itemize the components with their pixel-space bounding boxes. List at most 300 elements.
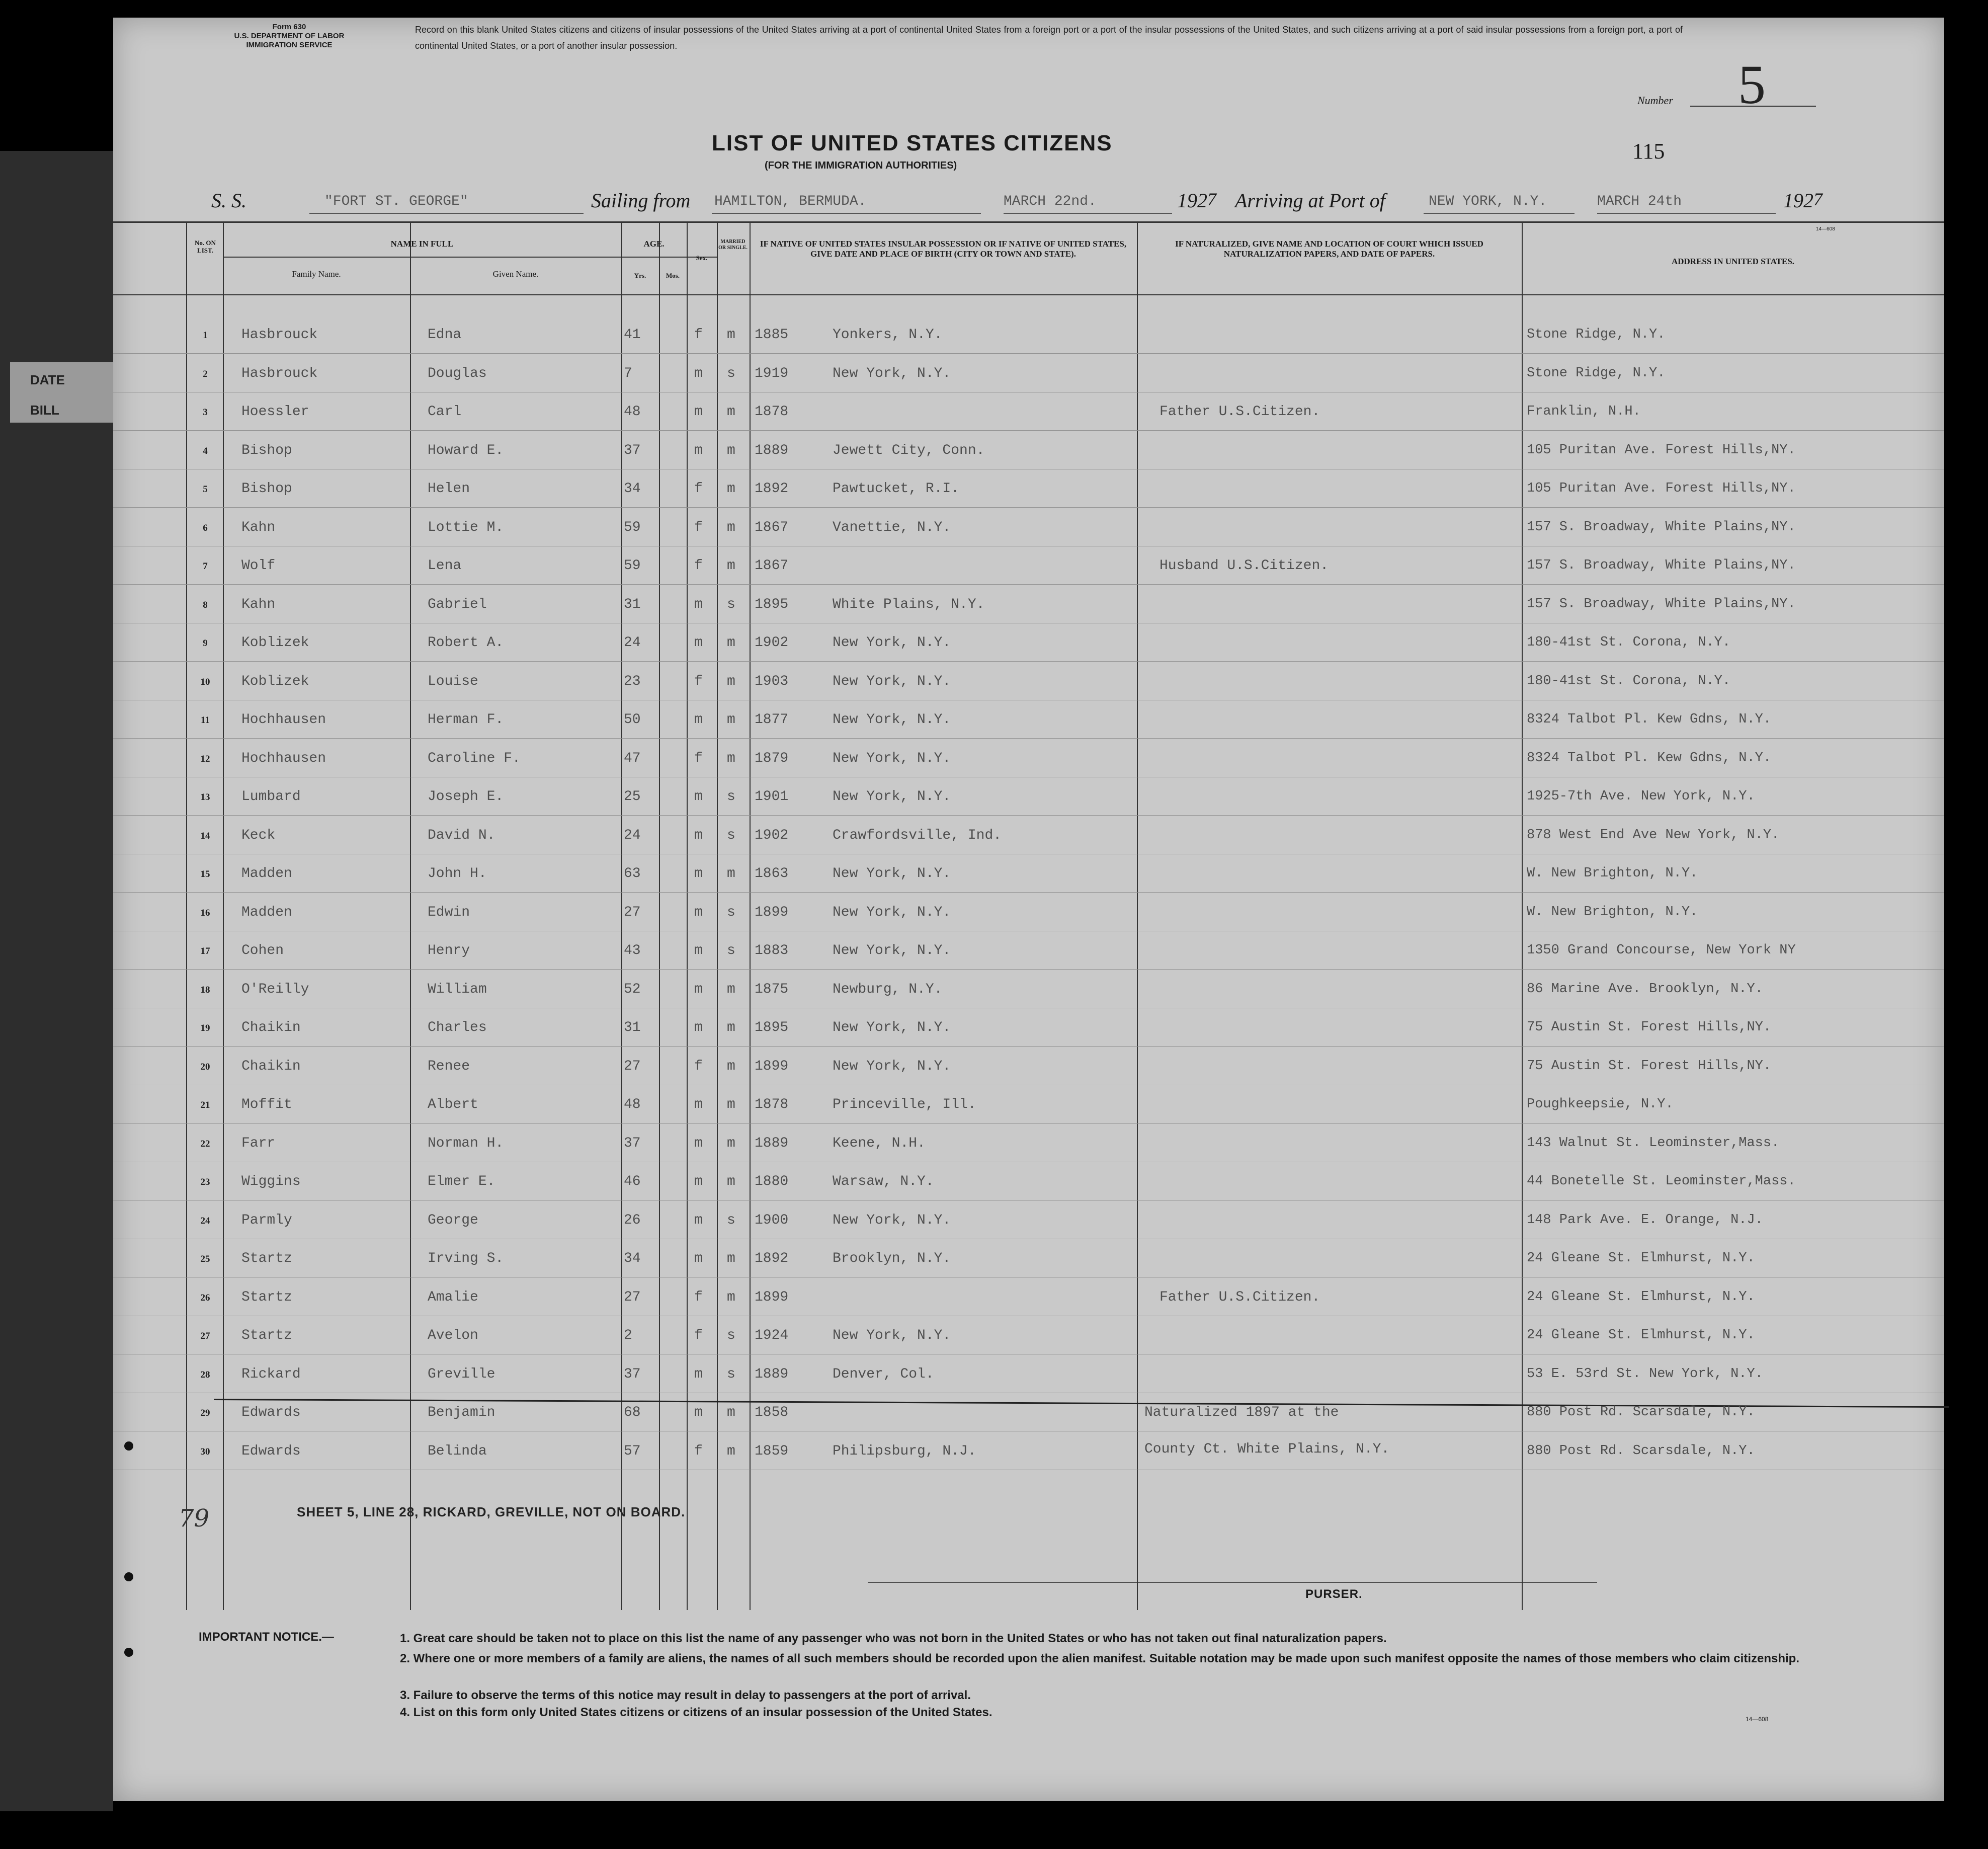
birth-year: 1879 [755,750,789,766]
row-number: 6 [203,522,208,533]
row-rule [113,584,1944,585]
birth-place: White Plains, N.Y. [833,596,985,612]
given-name: Herman F. [428,712,504,728]
age-years: 50 [624,712,641,728]
row-number: 26 [200,1292,210,1303]
family-name: Chaikin [241,1020,301,1035]
given-name: Joseph E. [428,789,504,805]
col-header-sex: Sex. [696,254,708,262]
address: 105 Puritan Ave. Forest Hills,NY. [1527,481,1796,496]
age-years: 27 [624,1058,641,1074]
given-name: Carl [428,404,462,420]
birth-place: Keene, N.H. [833,1135,926,1151]
birth-year: 1899 [755,904,789,920]
marital-status: m [727,1020,735,1035]
family-name: Bishop [241,481,292,497]
given-name: Edwin [428,904,470,920]
row-rule [113,507,1944,508]
birth-place: New York, N.Y. [833,1020,951,1035]
family-name: O'Reilly [241,981,309,997]
address: 8324 Talbot Pl. Kew Gdns, N.Y. [1527,750,1772,766]
row-rule [113,969,1944,970]
notice-item-4: 4. List on this form only United States citizens or citizens of an insular possession of the United States. [400,1706,992,1719]
family-name: Koblizek [241,635,309,651]
birth-place: Warsaw, N.Y. [833,1174,934,1189]
address: 24 Gleane St. Elmhurst, N.Y. [1527,1289,1755,1305]
given-name: Lottie M. [428,519,504,535]
birth-year: 1885 [755,327,789,343]
given-name: George [428,1212,478,1228]
row-number: 11 [201,715,210,726]
naturalization: Father U.S.Citizen. [1159,1289,1320,1305]
sex: m [694,1405,703,1420]
col-header-birth: IF NATIVE OF UNITED STATES INSULAR POSSESSION OR IF NATIVE OF UNITED STATES, GIVE DATE AND PLACE OF BIRTH (CITY OR TOWN AND STATE). [760,239,1127,259]
ship-name: "FORT ST. GEORGE" [324,194,468,209]
sex: m [694,365,703,381]
address: 44 Bonetelle St. Leominster,Mass. [1527,1174,1796,1189]
birth-place: Brooklyn, N.Y. [833,1251,951,1266]
sex: f [694,750,703,766]
given-name: Louise [428,673,478,689]
sheet-note: SHEET 5, LINE 28, RICKARD, GREVILLE, NOT ON BOARD. [297,1504,686,1519]
birth-year: 1859 [755,1443,789,1459]
page-title: LIST OF UNITED STATES CITIZENS [712,131,1113,155]
birth-place: New York, N.Y. [833,789,951,805]
address: 105 Puritan Ave. Forest Hills,NY. [1527,442,1796,458]
margin-number: 79 [179,1504,210,1533]
age-years: 37 [624,1366,641,1382]
sex: f [694,1289,703,1305]
sex: m [694,866,703,881]
sex: f [694,1058,703,1074]
sex: f [694,481,703,497]
given-name: Charles [428,1020,487,1035]
birth-year: 1901 [755,789,789,805]
birth-year: 1899 [755,1289,789,1305]
print-code: 14—608 [1746,1716,1769,1723]
age-years: 48 [624,404,641,420]
marital-status: m [727,519,735,535]
sailing-underline [712,213,981,214]
age-years: 41 [624,327,641,343]
given-name: Avelon [428,1328,478,1343]
birth-year: 1878 [755,404,789,420]
family-name: Startz [241,1251,292,1266]
age-years: 43 [624,943,641,958]
marital-status: s [727,596,735,612]
address: 8324 Talbot Pl. Kew Gdns, N.Y. [1527,712,1772,727]
age-years: 37 [624,442,641,458]
row-number: 12 [200,753,210,764]
birth-year: 1895 [755,1020,789,1035]
address: 53 E. 53rd St. New York, N.Y. [1527,1366,1763,1382]
age-years: 46 [624,1174,641,1189]
strip-label-bill: BILL [30,403,59,418]
family-name: Hasbrouck [241,327,318,343]
header-bottom-line [113,294,1944,295]
row-number: 9 [203,638,208,649]
marital-status: m [727,1097,735,1112]
arriving-date: MARCH 24th [1597,194,1682,209]
sex: m [694,1366,703,1382]
notice-item-1: 1. Great care should be taken not to place on this list the name of any passenger who was not born in the United States or who has not taken out final naturalization papers. [400,1632,1387,1645]
given-name: Douglas [428,365,487,381]
purser-line [868,1582,1597,1583]
birth-place: New York, N.Y. [833,635,951,651]
address: Stone Ridge, N.Y. [1527,365,1666,381]
marital-status: m [727,750,735,766]
birth-place: Princeville, Ill. [833,1097,976,1112]
naturalization: Husband U.S.Citizen. [1159,558,1329,574]
birth-year: 1877 [755,712,789,728]
address: 143 Walnut St. Leominster,Mass. [1527,1135,1780,1151]
row-number: 13 [200,792,210,802]
given-name: Amalie [428,1289,478,1305]
address: W. New Brighton, N.Y. [1527,866,1698,881]
address: W. New Brighton, N.Y. [1527,904,1698,920]
naturalization-note-line2: County Ct. White Plains, N.Y. [1144,1441,1390,1457]
age-years: 24 [624,827,641,843]
birth-place: Jewett City, Conn. [833,442,985,458]
sex: m [694,1251,703,1266]
marital-status: s [727,789,735,805]
birth-year: 1919 [755,365,789,381]
sailing-date-underline [1004,213,1172,214]
arriving-year: 192 [1783,189,1813,212]
birth-place: Denver, Col. [833,1366,934,1382]
family-name: Chaikin [241,1058,301,1074]
marital-status: m [727,866,735,881]
row-number: 27 [200,1331,210,1341]
family-name: Kahn [241,519,276,535]
row-number: 10 [200,676,210,687]
row-number: 16 [200,907,210,918]
birth-year: 1889 [755,1366,789,1382]
sailing-year-digit: 7 [1207,189,1216,209]
col-header-married: MARRIED OR SINGLE. [718,239,748,251]
row-number: 28 [200,1369,210,1380]
address: 24 Gleane St. Elmhurst, N.Y. [1527,1251,1755,1266]
birth-place: New York, N.Y. [833,904,951,920]
family-name: Edwards [241,1443,301,1459]
age-years: 37 [624,1135,641,1151]
row-number: 30 [200,1446,210,1457]
given-name: Edna [428,327,462,343]
col-divider [1137,221,1138,1610]
row-number: 2 [203,368,208,379]
marital-status: m [727,1174,735,1189]
age-years: 52 [624,981,641,997]
marital-status: m [727,1251,735,1266]
sex: m [694,904,703,920]
row-number: 25 [200,1254,210,1264]
marital-status: m [727,1443,735,1459]
family-name: Koblizek [241,673,309,689]
birth-place: New York, N.Y. [833,866,951,881]
marital-status: m [727,635,735,651]
age-years: 68 [624,1405,641,1420]
address: 878 West End Ave New York, N.Y. [1527,827,1780,843]
birth-year: 1900 [755,1212,789,1228]
given-name: Howard E. [428,442,504,458]
marital-status: s [727,1366,735,1382]
marital-status: m [727,1405,735,1420]
col-header-mos: Mos. [666,272,680,279]
birth-year: 1883 [755,943,789,958]
sex: f [694,327,703,343]
col-divider [223,221,224,1610]
page-number: 115 [1632,139,1665,164]
given-name: Greville [428,1366,495,1382]
row-number: 22 [200,1138,210,1149]
family-name: Startz [241,1289,292,1305]
age-years: 2 [624,1328,632,1343]
row-rule [113,353,1944,354]
sex: m [694,1212,703,1228]
age-years: 63 [624,866,641,881]
age-years: 48 [624,1097,641,1112]
marital-status: m [727,673,735,689]
given-name: Robert A. [428,635,504,651]
marital-status: m [727,1058,735,1074]
subheader-line [223,257,717,258]
family-name: Hoessler [241,404,309,420]
birth-year: 1878 [755,1097,789,1112]
punch-hole [124,1648,133,1657]
given-name: Helen [428,481,470,497]
birth-year: 1875 [755,981,789,997]
birth-year: 1867 [755,558,789,574]
family-name: Lumbard [241,789,301,805]
family-name: Moffit [241,1097,292,1112]
row-rule [113,738,1944,739]
age-years: 59 [624,558,641,574]
birth-year: 1889 [755,1135,789,1151]
arrive-date-underline [1597,213,1776,214]
col-header-age: AGE. [643,239,665,249]
sex: f [694,673,703,689]
age-years: 25 [624,789,641,805]
family-name: Hochhausen [241,712,326,728]
number-label: Number [1637,94,1673,107]
birth-place: Yonkers, N.Y. [833,327,943,343]
address: 157 S. Broadway, White Plains,NY. [1527,558,1796,573]
birth-year: 1880 [755,1174,789,1189]
row-number: 1 [203,330,208,341]
birth-year: 1889 [755,442,789,458]
family-name: Cohen [241,943,284,958]
marital-status: m [727,481,735,497]
address: 86 Marine Ave. Brooklyn, N.Y. [1527,981,1763,997]
birth-year: 1903 [755,673,789,689]
marital-status: s [727,1212,735,1228]
family-name: Hochhausen [241,750,326,766]
given-name: William [428,981,487,997]
birth-place: Vanettie, N.Y. [833,519,951,535]
sex: m [694,943,703,958]
row-number: 5 [203,484,208,495]
row-number: 21 [200,1100,210,1110]
birth-place: New York, N.Y. [833,1328,951,1343]
notice-heading: IMPORTANT NOTICE.— [199,1630,334,1644]
marital-status: m [727,558,735,574]
row-rule [113,1046,1944,1047]
sex: m [694,1097,703,1112]
col-divider [186,221,187,1610]
birth-year: 1902 [755,827,789,843]
marital-status: m [727,327,735,343]
age-years: 7 [624,365,632,381]
marital-status: m [727,442,735,458]
sex: m [694,1135,703,1151]
sex: m [694,404,703,420]
family-name: Parmly [241,1212,292,1228]
number-value: 5 [1738,54,1766,115]
birth-year: 1863 [755,866,789,881]
sex: m [694,1174,703,1189]
address: 1925-7th Ave. New York, N.Y. [1527,789,1755,804]
arriving-label: Arriving at Port of [1235,189,1385,212]
given-name: John H. [428,866,487,881]
notice-item-2: 2. Where one or more members of a family are aliens, the names of all such members should be recorded upon the alien manifest. Suitable notation may be made upon such manifest opposite the names of those members who claim citizenship. [400,1652,1799,1665]
row-rule [113,661,1944,662]
row-number: 14 [200,830,210,841]
birth-place: Philipsburg, N.J. [833,1443,976,1459]
address: Poughkeepsie, N.Y. [1527,1097,1674,1112]
sex: f [694,1328,703,1343]
birth-place: Pawtucket, R.I. [833,481,960,497]
address: Stone Ridge, N.Y. [1527,327,1666,342]
family-name: Rickard [241,1366,301,1382]
birth-year: 1892 [755,481,789,497]
col-header-name-in-full: NAME IN FULL [390,239,454,249]
given-name: Norman H. [428,1135,504,1151]
given-name: Gabriel [428,596,487,612]
birth-place: New York, N.Y. [833,365,951,381]
form-identifier: Form 630 U.S. DEPARTMENT OF LABOR IMMIGRATION SERVICE [234,23,345,49]
address: Franklin, N.H. [1527,404,1641,419]
row-number: 24 [200,1215,210,1226]
marital-status: s [727,904,735,920]
age-years: 23 [624,673,641,689]
col-header-no: No. ON LIST. [195,239,216,254]
port-underline [1424,213,1575,214]
birth-year: 1892 [755,1251,789,1266]
sailing-date: MARCH 22nd. [1004,194,1097,209]
address: 75 Austin St. Forest Hills,NY. [1527,1058,1772,1074]
birth-place: New York, N.Y. [833,1058,951,1074]
sex: m [694,827,703,843]
family-name: Madden [241,866,292,881]
row-rule [113,815,1944,816]
row-number: 8 [203,599,208,610]
age-years: 34 [624,481,641,497]
sex: m [694,635,703,651]
birth-year: 1902 [755,635,789,651]
notice-item-3: 3. Failure to observe the terms of this notice may result in delay to passengers at the port of arrival. [400,1689,971,1702]
sex: f [694,1443,703,1459]
birth-place: New York, N.Y. [833,750,951,766]
given-name: Henry [428,943,470,958]
family-name: Edwards [241,1405,301,1420]
family-name: Keck [241,827,276,843]
age-years: 27 [624,1289,641,1305]
strip-tab [10,362,113,423]
sailing-year: 192 [1177,189,1207,212]
family-name: Wiggins [241,1174,301,1189]
birth-place: New York, N.Y. [833,1212,951,1228]
row-number: 20 [200,1061,210,1072]
arriving-year-digit: 7 [1813,189,1823,209]
col-header-given: Given Name. [492,269,539,279]
birth-place: Newburg, N.Y. [833,981,943,997]
given-name: Elmer E. [428,1174,495,1189]
col-header-naturalized: IF NATURALIZED, GIVE NAME AND LOCATION OF COURT WHICH ISSUED NATURALIZATION PAPERS, AND DATE OF PAPERS. [1175,239,1483,259]
address: 1350 Grand Concourse, New York NY [1527,943,1796,958]
row-number: 3 [203,407,208,418]
row-number: 18 [200,984,210,995]
given-name: David N. [428,827,495,843]
col-header-yrs: Yrs. [634,272,646,279]
given-name: Lena [428,558,462,574]
marital-status: m [727,404,735,420]
given-name: Irving S. [428,1251,504,1266]
col-header-family: Family Name. [292,269,341,279]
address: 180-41st St. Corona, N.Y. [1527,673,1731,689]
col-divider [410,221,411,1610]
address: 148 Park Ave. E. Orange, N.J. [1527,1212,1763,1228]
family-name: Bishop [241,442,292,458]
address: 157 S. Broadway, White Plains,NY. [1527,519,1796,535]
marital-status: s [727,1328,735,1343]
row-number: 17 [200,946,210,956]
address: 180-41st St. Corona, N.Y. [1527,635,1731,650]
address: 24 Gleane St. Elmhurst, N.Y. [1527,1328,1755,1343]
ship-underline [309,213,584,214]
given-name: Belinda [428,1443,487,1459]
address: 157 S. Broadway, White Plains,NY. [1527,596,1796,612]
marital-status: m [727,1289,735,1305]
preamble-text: Record on this blank United States citizens and citizens of insular possessions of the United States arriving at a port of continental United States from a foreign port or a port of the insular possessions of the United States, and such citizens arriving at a port of said insular possessions from a foreign port, a port of continental United States, or a port of another insular possession. [415,25,1683,51]
age-years: 34 [624,1251,641,1266]
page-subtitle: (FOR THE IMMIGRATION AUTHORITIES) [765,160,957,171]
age-years: 47 [624,750,641,766]
birth-year: 1867 [755,519,789,535]
arriving-port: NEW YORK, N.Y. [1429,194,1547,209]
row-number: 7 [203,561,208,572]
given-name: Caroline F. [428,750,521,766]
marital-status: s [727,365,735,381]
marital-status: m [727,981,735,997]
birth-place: New York, N.Y. [833,943,951,958]
voyage-line [113,189,1944,219]
document-page [113,18,1944,1801]
family-name: Wolf [241,558,276,574]
sex: f [694,519,703,535]
age-years: 31 [624,596,641,612]
sailing-label: Sailing from [591,189,691,212]
given-name: Albert [428,1097,478,1112]
row-number: 23 [200,1177,210,1187]
row-number: 19 [200,1023,210,1033]
ss-label: S. S. [211,189,246,212]
age-years: 27 [624,904,641,920]
age-years: 59 [624,519,641,535]
print-code-top: 14—608 [1816,226,1835,232]
left-binding-strip [0,151,113,1811]
row-rule [113,892,1944,893]
sailing-from: HAMILTON, BERMUDA. [714,194,867,209]
